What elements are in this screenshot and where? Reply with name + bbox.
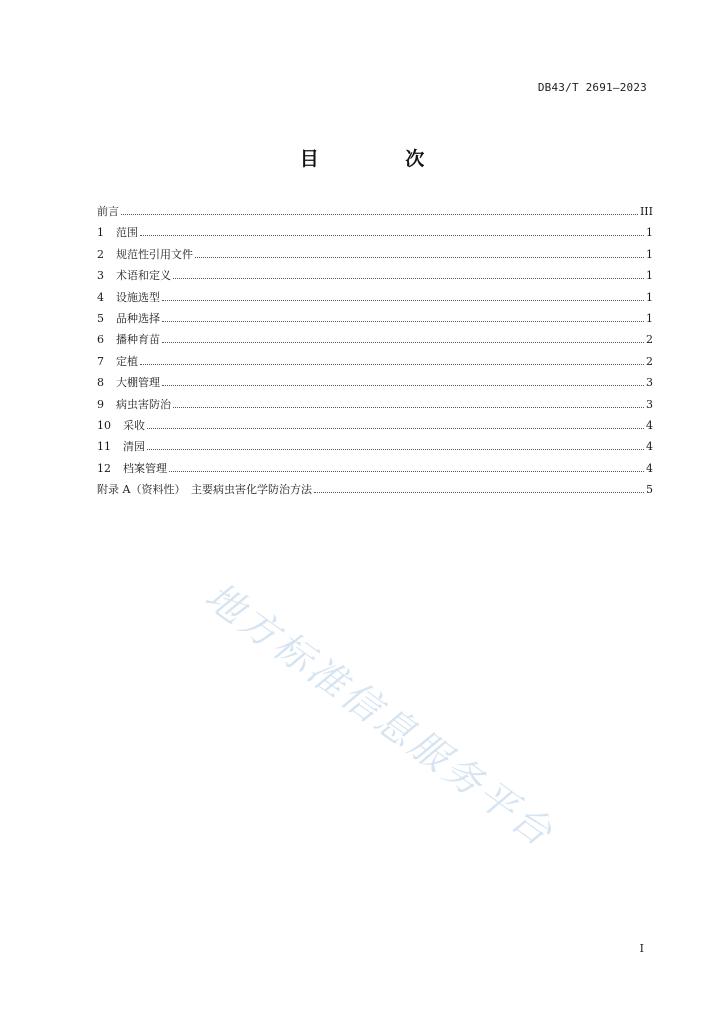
toc-entry-page: 1	[646, 269, 653, 283]
toc-entry-2[interactable]	[97, 246, 653, 267]
dot-leader	[162, 321, 644, 322]
toc-entry-label: 采收	[123, 418, 145, 432]
toc-entry-label: 前言	[97, 205, 119, 218]
toc-entry-label: 附录 A（资料性） 主要病虫害化学防治方法	[97, 483, 312, 497]
toc-entry-number: 4	[97, 290, 104, 304]
toc-entry-label: 清园	[123, 440, 145, 454]
dot-leader	[140, 364, 644, 365]
page-number: I	[639, 942, 644, 955]
toc-entry-label: 设施选型	[116, 290, 160, 304]
toc-entry-appendix-a[interactable]	[97, 481, 653, 502]
toc-entry-number: 7	[97, 354, 104, 368]
toc-entry-7[interactable]	[97, 353, 653, 374]
toc-entry-number: 9	[97, 397, 104, 411]
toc-entry-page: 1	[646, 226, 653, 240]
dot-leader	[162, 385, 644, 386]
toc-entry-label: 大棚管理	[116, 376, 160, 390]
table-of-contents	[97, 203, 653, 502]
toc-entry-label: 定植	[116, 354, 138, 368]
toc-entry-page: 4	[646, 461, 653, 475]
toc-entry-page: 4	[646, 418, 653, 432]
toc-entry-label: 档案管理	[123, 461, 167, 475]
toc-entry-9[interactable]	[97, 396, 653, 417]
toc-entry-label: 术语和定义	[116, 269, 171, 283]
toc-entry-page: 2	[646, 333, 653, 347]
toc-entry-page: 4	[646, 440, 653, 454]
toc-entry-number: 3	[97, 269, 104, 283]
toc-entry-label: 播种育苗	[116, 333, 160, 347]
toc-entry-page: 1	[646, 311, 653, 325]
toc-entry-number: 5	[97, 311, 104, 325]
dot-leader	[173, 407, 644, 408]
toc-entry-page: III	[639, 205, 653, 218]
toc-entry-4[interactable]	[97, 289, 653, 310]
toc-title: 目 次	[299, 148, 465, 170]
toc-entry-number: 12	[97, 461, 111, 475]
toc-entry-number: 1	[97, 226, 104, 240]
dot-leader	[147, 449, 644, 450]
toc-entry-number: 10	[97, 418, 111, 432]
toc-entry-10[interactable]	[97, 417, 653, 438]
toc-entry-page: 1	[646, 247, 653, 261]
toc-entry-number: 6	[97, 333, 104, 347]
document-code: DB43/T 2691—2023	[537, 81, 647, 94]
watermark: 地方标准信息服务平台	[197, 573, 563, 857]
toc-entry-8[interactable]	[97, 374, 653, 395]
toc-entry-page: 5	[646, 483, 653, 497]
toc-entry-label: 规范性引用文件	[116, 247, 193, 261]
toc-entry-11[interactable]	[97, 438, 653, 459]
dot-leader	[162, 300, 644, 301]
dot-leader	[121, 214, 638, 215]
dot-leader	[195, 257, 644, 258]
dot-leader	[140, 235, 644, 236]
toc-entry-12[interactable]	[97, 460, 653, 481]
toc-entry-page: 3	[646, 376, 653, 390]
toc-entry-3[interactable]	[97, 267, 653, 288]
toc-entry-6[interactable]	[97, 331, 653, 352]
toc-entry-label: 病虫害防治	[116, 397, 171, 411]
toc-entry-page: 1	[646, 290, 653, 304]
toc-entry-label: 品种选择	[116, 311, 160, 325]
dot-leader	[162, 342, 644, 343]
toc-entry-number: 8	[97, 376, 104, 390]
toc-entry-5[interactable]	[97, 310, 653, 331]
dot-leader	[169, 471, 644, 472]
toc-entry-1[interactable]	[97, 224, 653, 245]
toc-entry-label: 范围	[116, 226, 138, 240]
toc-entry-page: 2	[646, 354, 653, 368]
toc-entry-page: 3	[646, 397, 653, 411]
dot-leader	[173, 278, 644, 279]
toc-entry-number: 11	[97, 440, 111, 454]
toc-entry-number: 2	[97, 247, 104, 261]
dot-leader	[314, 492, 644, 493]
toc-entry-foreword[interactable]	[97, 203, 653, 224]
dot-leader	[147, 428, 644, 429]
